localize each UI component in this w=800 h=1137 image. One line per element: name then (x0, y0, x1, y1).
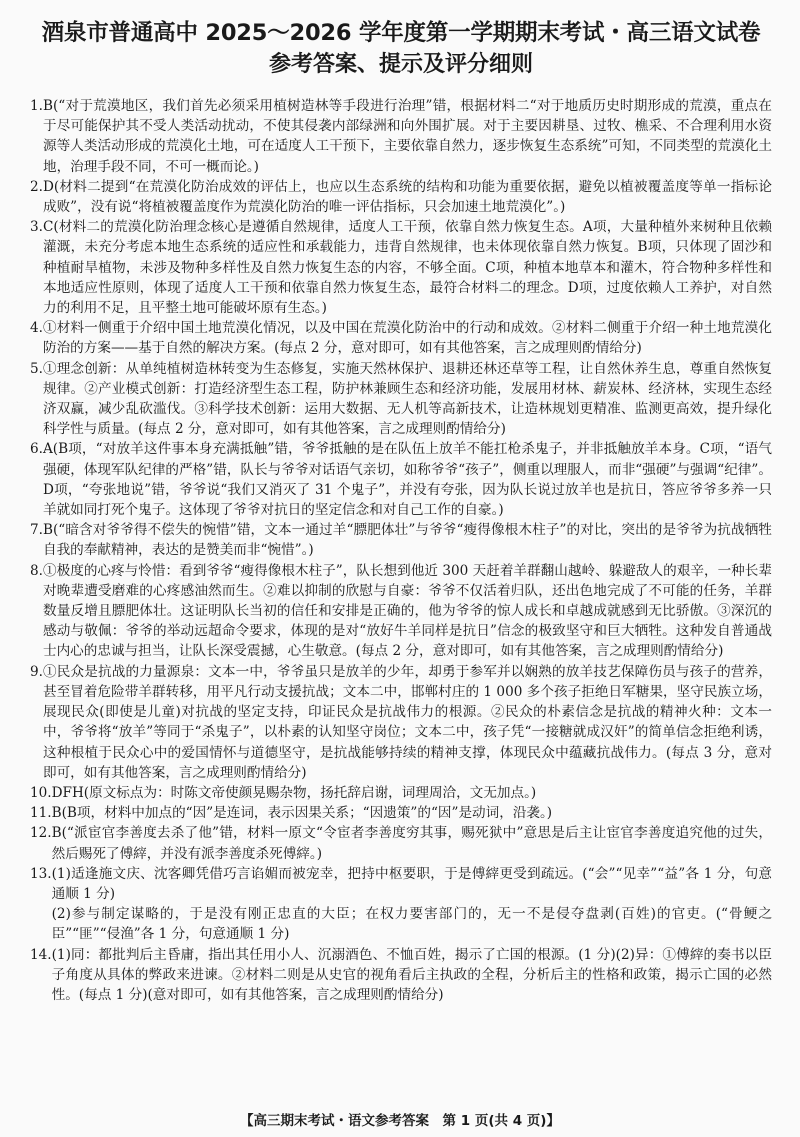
answer-number: 7. (30, 522, 43, 539)
answer-number: 5. (30, 360, 43, 377)
answer-text: A(B项，“对放羊这件事本身充满抵触”错，爷爷抵触的是在队伍上放羊不能扛枪杀鬼子，并非抵触放羊本身。C项，“语气强硬，体现军队纪律的严格”错，队长与爷爷对话语气亲切，如称爷爷“孩子”，侧重以理服人，而非“强硬”与强调“纪律”。D项，“夸张地说”错，爷爷说“我们又消灭了 31 个鬼子”，并没有夸张，因为队长说过放羊也是抗日，答应爷爷多养一只羊就如同打死个鬼子。这体现了爷爷对抗日的坚定信念和对自己工作的自豪。) (42, 441, 772, 519)
answer-number: 6. (30, 441, 43, 458)
answer-item (30, 662, 772, 783)
answer-list (30, 96, 772, 1005)
answer-number: 8. (30, 562, 43, 579)
answer-text: (1)适逢施文庆、沈客卿凭借巧言谄媚而被宠幸，把持中枢要职，于是傅縡更受到疏远。(“会”“见幸”“益”各 1 分，句意通顺 1 分) (2)参与制定谋略的，于是没有刚正忠直的大臣；在权力要害部门的，无一不是侵夺盘剥(百姓)的官吏。(“骨鲠之臣”“匪”“侵渔”各 1 分，句意通顺 1 分) (51, 865, 772, 943)
answer-item (30, 561, 772, 662)
answer-item (30, 318, 772, 358)
answer-number: 4. (30, 320, 43, 337)
answer-number: 9. (30, 663, 43, 680)
answer-text: ①极度的心疼与怜惜：看到爷爷“瘦得像根木柱子”，队长想到他近 300 天赶着羊群翻山越岭、躲避敌人的艰辛，一种长辈对晚辈遭受磨难的心疼感油然而生。②难以抑制的欣慰与自豪：爷爷不仅活着归队，还出色地完成了不可能的任务，羊群数量反增且膘肥体壮。这证明队长当初的信任和安排是正确的，他为爷爷的惊人成长和卓越成就感到无比骄傲。③深沉的感动与敬佩：爷爷的举动远超命令要求，体现的是对“放好牛羊同样是抗日”信念的极致坚守和巨大牺牲。这种发自普通战士内心的忠诚与担当，让队长深受震撼，心生敬意。(每点 2 分，意对即可，如有其他答案，言之成理则酌情给分) (42, 562, 772, 660)
answer-text: B(“对于荒漠地区，我们首先必须采用植树造林等手段进行治理”错，根据材料二“对于地质历史时期形成的荒漠，重点在于尽可能保护其不受人类活动扰动，不使其侵袭内部绿洲和向外围扩展。对于主要因耕垦、过牧、樵采、不合理利用水资源等人类活动形成的荒漠化土地，可在适度人工干预下，主要依靠自然力，逐步恢复生态系统”可知，不同类型的荒漠化土地，治理手段不同，不可一概而论。) (42, 98, 772, 175)
answer-number: 2. (30, 178, 43, 195)
answer-number: 3. (30, 219, 43, 236)
answer-number: 13. (30, 865, 52, 882)
answer-item (30, 803, 772, 823)
answer-text: B(“派宦官李善度去杀了他”错，材料一原文“令宦者李善度穷其事，赐死狱中”意思是后主让宦官李善度追究他的过失，然后赐死了傅縡，并没有派李善度杀死傅縡。) (51, 825, 772, 862)
answer-text: ①理念创新：从单纯植树造林转变为生态修复，实施天然林保护、退耕还林还草等工程，让自然休养生息，尊重自然恢复规律。②产业模式创新：打造经济型生态工程，防护林兼顾生态和经济功能，发展用材林、薪炭林、经济林，实现生态经济双赢，减少乱砍滥伐。③科学技术创新：运用大数据、无人机等高新技术，让造林规划更精准、监测更高效，提升绿化科学性与质量。(每点 2 分，意对即可，如有其他答案，言之成理则酌情给分) (42, 360, 772, 438)
answer-item (30, 520, 772, 560)
answer-number: 12. (30, 825, 52, 842)
answer-text: C(材料二的荒漠化防治理念核心是遵循自然规律，适度人工干预，依靠自然力恢复生态。A项，大量种植外来树种且依赖灌溉，未充分考虑本地生态系统的适应性和承载能力，违背自然规律，也未体现依靠自然力恢复。B项，只体现了固沙和种植耐旱植物，未涉及物种多样性及自然力恢复生态的内容，不够全面。C项，种植本地草本和灌木，符合物种多样性和本地适应性原则，体现了适度人工干预和依靠自然力恢复生态，最符合材料二的理念。D项，过度依赖人工养护，对自然力的利用不足，且平整土地可能破坏原有生态。) (42, 219, 772, 317)
answer-item (30, 945, 772, 1006)
answer-text: B(“暗含对爷爷得不偿失的惋惜”错，文本一通过羊“膘肥体壮”与爷爷“瘦得像根木柱子”的对比，突出的是爷爷为抗战牺牲自我的奉献精神，表达的是赞美而非“惋惜”。) (42, 522, 772, 559)
answer-item (30, 823, 772, 863)
answer-number: 14. (30, 946, 52, 963)
answer-text: (1)同：都批判后主昏庸，指出其任用小人、沉溺酒色、不恤百姓，揭示了亡国的根源。(1 分)(2)异：①傅縡的奏书以臣子角度从具体的弊政来进谏。②材料二则是从史官的视角看后主执政的全程，分析后主的性格和政策，揭示亡国的必然性。(每点 1 分)(意对即可，如有其他答案，言之成理则酌情给分) (51, 946, 772, 1003)
answer-item (30, 783, 772, 803)
answer-item (30, 177, 772, 217)
document-title: 酒泉市普通高中 2025～2026 学年度第一学期期末考试・高三语文试卷 (41, 20, 761, 46)
answer-text: D(材料二提到“在荒漠化防治成效的评估上，也应以生态系统的结构和功能为重要依据，避免以植被覆盖度等单一指标论成败”，没有说“将植被覆盖度作为荒漠化防治的唯一评估指标，只会加速土地荒漠化”。) (42, 178, 772, 216)
answer-number: 1. (30, 98, 43, 114)
answer-number: 11. (30, 805, 52, 822)
answer-item (30, 864, 772, 945)
answer-item (30, 96, 772, 177)
answer-text: DFH(原文标点为：时陈文帝使颜晃赐杂物，扬托辞启谢，词理周洽，文无加点。) (51, 784, 537, 801)
answer-item (30, 217, 772, 318)
answer-item (30, 359, 772, 440)
answer-text: B(B项，材料中加点的“因”是连词，表示因果关系；“因遗策”的“因”是动词，沿袭。) (51, 805, 553, 822)
answer-text: ①民众是抗战的力量源泉：文本一中，爷爷虽只是放羊的少年，却勇于参军并以娴熟的放羊技艺保障伤员与孩子的营养，甚至冒着危险带羊群转移，用平凡行动支援抗战；文本二中，邯郸村庄的 1 000 多个孩子拒绝日军糖果，坚守民族立场，展现民众(即使是儿童)对抗战的坚定支持，印证民众是抗战伟力的根源。②民众的朴素信念是抗战的精神火种：文本一中，爷爷将“放羊”等同于“杀鬼子”，以朴素的认知坚守岗位；文本二中，孩子凭“一接糖就成汉奸”的简单信念拒绝利诱，这种根植于民众心中的爱国情怀与道德坚守，是抗战能够持续的精神支撑，体现民众中蕴藏抗战伟力。(每点 3 分，意对即可，如有其他答案，言之成理则酌情给分) (42, 663, 772, 781)
page-footer: 【高三期末考试・语文参考答案 第 1 页(共 4 页)】 (240, 1113, 560, 1129)
answer-text: ①材料一侧重于介绍中国土地荒漠化情况，以及中国在荒漠化防治中的行动和成效。②材料二侧重于介绍一种土地荒漠化防治的方案——基于自然的解决方案。(每点 2 分，意对即可，如有其他答案，言之成理则酌情给分) (42, 320, 772, 357)
answer-item (30, 439, 772, 520)
document-subtitle: 参考答案、提示及评分细则 (268, 52, 533, 77)
answer-number: 10. (30, 784, 52, 801)
